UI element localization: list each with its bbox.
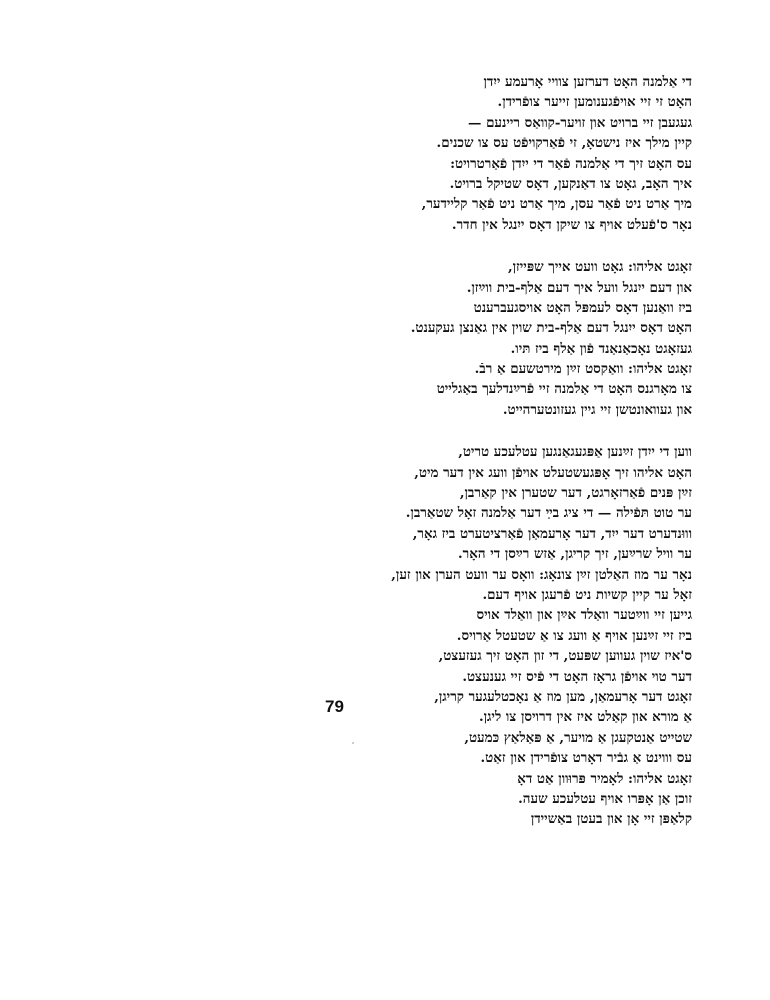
- poem-line: ס'איז שוין געווען שפּעט, די זון האָט זיך געזעצט,: [438, 648, 692, 665]
- poem-line: זאָגט אליהו: לאָמיר פּרוּוון אַט דאָ: [517, 770, 692, 787]
- page-number: 79: [325, 697, 344, 716]
- poem-line: קלאַפּן זיי אָן און בעטן באַשיידן: [530, 811, 692, 828]
- poem-line: האָט זי זיי אויפֿגענומען זייער צופֿרידן.: [497, 94, 692, 111]
- poem-line: עס וווינט אַ גבֿיר דאָרט צופֿרידן און זאַט.: [480, 750, 692, 767]
- poem-line: דער טוי אויפֿן גראָז האָט די פֿיס זיי גענעצט.: [462, 668, 692, 685]
- poem-line: ביז וואַנען דאָס לעמפּל האָט אויסגעברענט: [473, 299, 692, 316]
- poem-line: זוכן אַן אָפּרו אויף עטלעכע שעה.: [518, 790, 692, 807]
- poem-line: זײַן פּנים פֿאַרזאָרגט, דער שטערן אין קאַרבן,: [459, 485, 692, 502]
- poem-line: אַ מורא און קאַלט איז אין דרויסן צו ליגן.: [478, 709, 692, 726]
- poem-line: געגעבן זיי ברויט און זויער-קוואַס ריינעם —: [468, 114, 692, 131]
- poem-line: זאָגט אליהו: וואַקסט זײַן מירטשעם אַ רבֿ.: [474, 361, 692, 378]
- poem-line: און דעם ייִנגל וועל איך דעם אַלף-בית ווײַזן.: [466, 279, 692, 296]
- poem-line: זאָל ער קיין קשיות ניט פֿרעגן אויף דעם.: [482, 586, 692, 603]
- poem-line: זאָגט דער אָרעמאַן, מען מוז אַ נאָכטלעגער קריגן,: [434, 688, 692, 705]
- scan-speck: [352, 742, 354, 744]
- poem-line: מיך אַרט ניט פֿאַר עסן, מיך אַרט ניט פֿאַר קליידער,: [421, 196, 692, 213]
- poem-line: די אַלמנה האָט דערזען צוויי אָרעמע ייִדן: [483, 74, 692, 90]
- stanza: [272, 442, 692, 829]
- stanza: [272, 72, 692, 235]
- poem-line: שטייט אַנטקעגן אַ מויער, אַ פּאַלאַץ כּמעט,: [464, 729, 692, 746]
- poem-line: עס האָט זיך די אַלמנה פֿאַר די ייִדן פֿאַרטרויט:: [450, 155, 692, 172]
- poem-line: געזאָגט נאָכאַנאַנד פֿון אַלף ביז תּיו.: [510, 340, 692, 357]
- poem-line: וווּנדערט דער ייִד, דער אָרעמאַן פֿאַרציטערט ביז גאָר,: [412, 525, 692, 542]
- poem-body: [272, 72, 692, 852]
- poem-line: צו מאָרגנס האָט די אַלמנה זיי פֿרײַנדלעך באַגלייט: [436, 381, 692, 398]
- poem-line: ער טוט תּפֿילה — די ציג בײַ דער אַלמנה זאָל שטאַרבן.: [405, 505, 692, 522]
- poem-line: ער וויל שרײַען, זיך קריגן, אַזש רײַסן די האָר.: [458, 546, 692, 563]
- poem-line: קיין מילך איז נישטאָ, זי פֿאַרקויפֿט עס צו שכנים.: [436, 135, 692, 152]
- poem-line: ביז זיי זײַנען אויף אַ וועג צו אַ שטעטל אַרויס.: [456, 627, 692, 644]
- poem-line: ווען די ייִדן זײַנען אַפּגעגאַנגען עטלעכע טריט,: [458, 444, 692, 461]
- stanza: [272, 257, 692, 420]
- poem-line: זאָגט אליהו: גאָט וועט אייך שפּייזן,: [507, 259, 692, 276]
- poem-line: נאָר ער מוז האַלטן זײַן צונאָג: וואָס ער וועט הערן און זען,: [391, 566, 692, 583]
- poem-line: האָט אליהו זיך אָפּגעשטעלט אויפֿן וועג אין דער מיט,: [414, 464, 692, 481]
- poem-line: נאָר ס'פֿעלט אויף צו שיקן דאָס ייִנגל אין חדר.: [451, 216, 692, 233]
- poem-line: און געוואונטשן זיי גיין געזונטערהייט.: [502, 401, 692, 418]
- poem-line: גייען זיי ווײַטער וואַלד אײַן און וואַלד אויס: [476, 607, 692, 624]
- poem-line: איך האָב, גאָט צו דאַנקען, דאָס שטיקל ברויט.: [449, 175, 692, 192]
- poem-line: האָט דאָס ייִנגל דעם אַלף-בית שוין אין גאַנצן געקענט.: [410, 320, 692, 337]
